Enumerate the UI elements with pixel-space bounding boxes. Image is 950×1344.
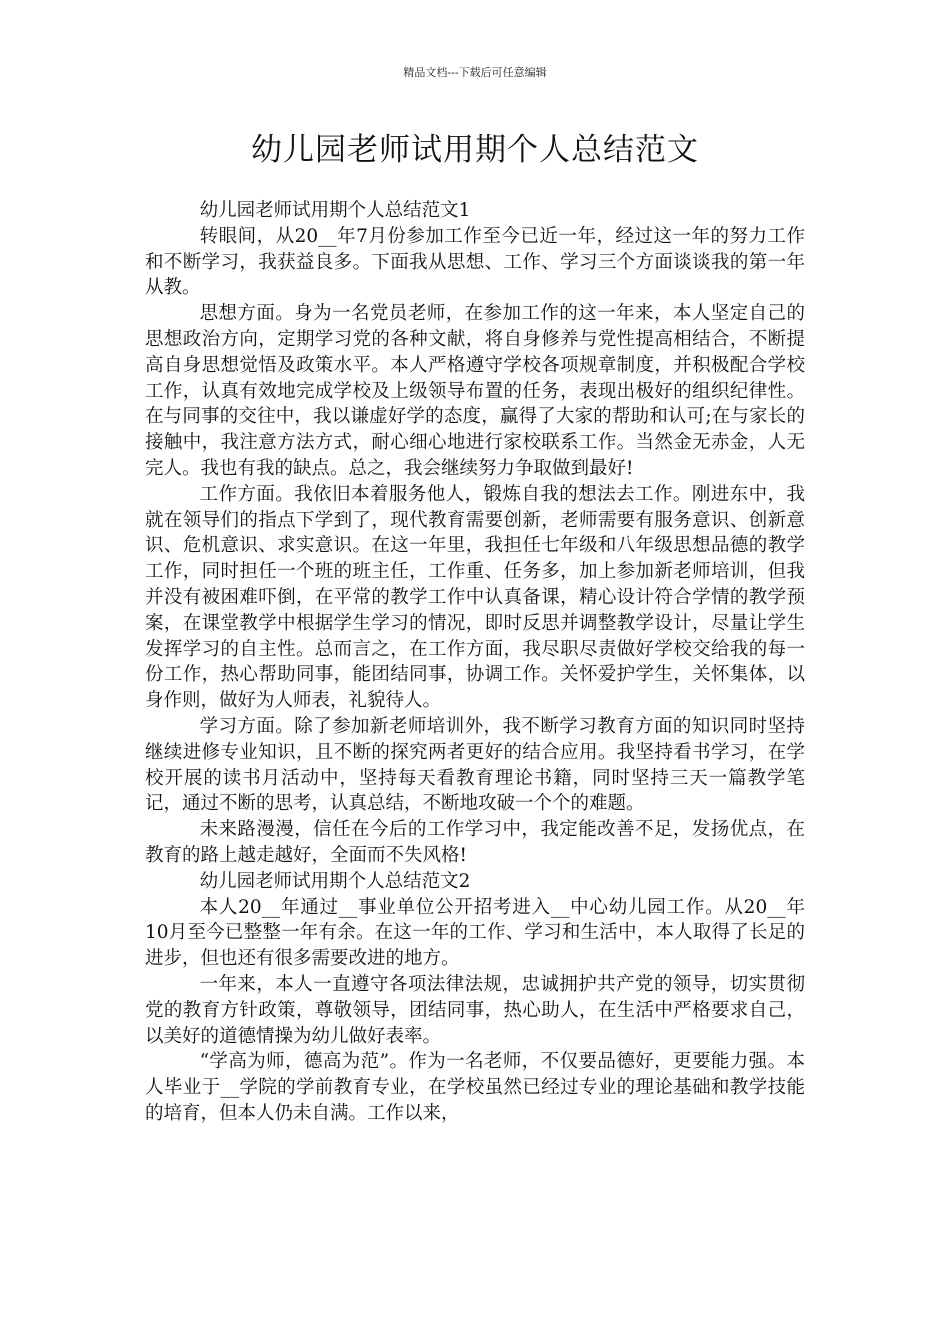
section-heading-1: 幼儿园老师试用期个人总结范文1 [199,200,471,221]
paragraph: 工作方面。我依旧本着服务他人，锻炼自我的想法去工作。刚进东中，我就在领导们的指点下学到了，现代教育需要创新，老师需要有服务意识、创新意识、危机意识、求实意识。在这一年里，我担任七年级和八年级思想品德的教学工作，同时担任一个班的班主任，工作重、任务多，加上参加新老师培训，但我并没有被困难吓倒，在平常的教学工作中认真备课，精心设计符合学情的教学预案，在课堂教学中根据学生学习的情况，即时反思并调整教学设计，尽量让学生发挥学习的自主性。总而言之，在工作方面，我尽职尽责做好学校交给我的每一份工作，热心帮助同事，能团结同事，协调工作。关怀爱护学生，关怀集体，以身作则，做好为人师表，礼貌待人。 [145,483,805,712]
paragraph: 本人20__年通过__事业单位公开招考进入__中心幼儿园工作。从20__年10月至今已整整一年有余。在这一年的工作、学习和生活中，本人取得了长足的进步，但也还有很多需要改进的地方。 [145,896,805,970]
paragraph: “学高为师，德高为范”。作为一名老师，不仅要品德好，更要能力强。本人毕业于__学院的学前教育专业，在学校虽然已经过专业的理论基础和教学技能的培育，但本人仍未自满。工作以来， [145,1051,805,1124]
paragraph: 思想方面。身为一名党员老师，在参加工作的这一年来，本人坚定自己的思想政治方向，定期学习党的各种文献，将自身修养与党性提高相结合，不断提高自身思想觉悟及政策水平。本人严格遵守学校各项规章制度，并积极配合学校工作，认真有效地完成学校及上级领导布置的任务，表现出极好的组织纪律性。在与同事的交往中，我以谦虚好学的态度，赢得了大家的帮助和认可;在与家长的接触中，我注意方法方式，耐心细心地进行家校联系工作。当然金无赤金，人无完人。我也有我的缺点。总之，我会继续努力争取做到最好! [145,303,805,479]
document-title: 幼儿园老师试用期个人总结范文 [251,132,699,168]
paragraph: 转眼间，从20__年7月份参加工作至今已近一年，经过这一年的努力工作和不断学习，我获益良多。下面我从思想、工作、学习三个方面谈谈我的第一年从教。 [145,225,805,299]
paragraph: 一年来，本人一直遵守各项法律法规，忠诚拥护共产党的领导，切实贯彻党的教育方针政策，尊敬领导，团结同事，热心助人，在生活中严格要求自己，以美好的道德情操为幼儿做好表率。 [145,973,805,1047]
paragraph: 学习方面。除了参加新老师培训外，我不断学习教育方面的知识同时坚持继续进修专业知识，且不断的探究两者更好的结合应用。我坚持看书学习，在学校开展的读书月活动中，坚持每天看教育理论书籍，同时坚持三天一篇教学笔记，通过不断的思考，认真总结，不断地攻破一个个的难题。 [145,715,805,815]
document-body [145,198,805,1127]
section-heading-2: 幼儿园老师试用期个人总结范文2 [199,870,471,892]
page-header: 精品文档---下载后可任意编辑 [403,66,547,79]
paragraph: 未来路漫漫，信任在今后的工作学习中，我定能改善不足，发扬优点，在教育的路上越走越好，全面而不失风格! [145,819,805,866]
